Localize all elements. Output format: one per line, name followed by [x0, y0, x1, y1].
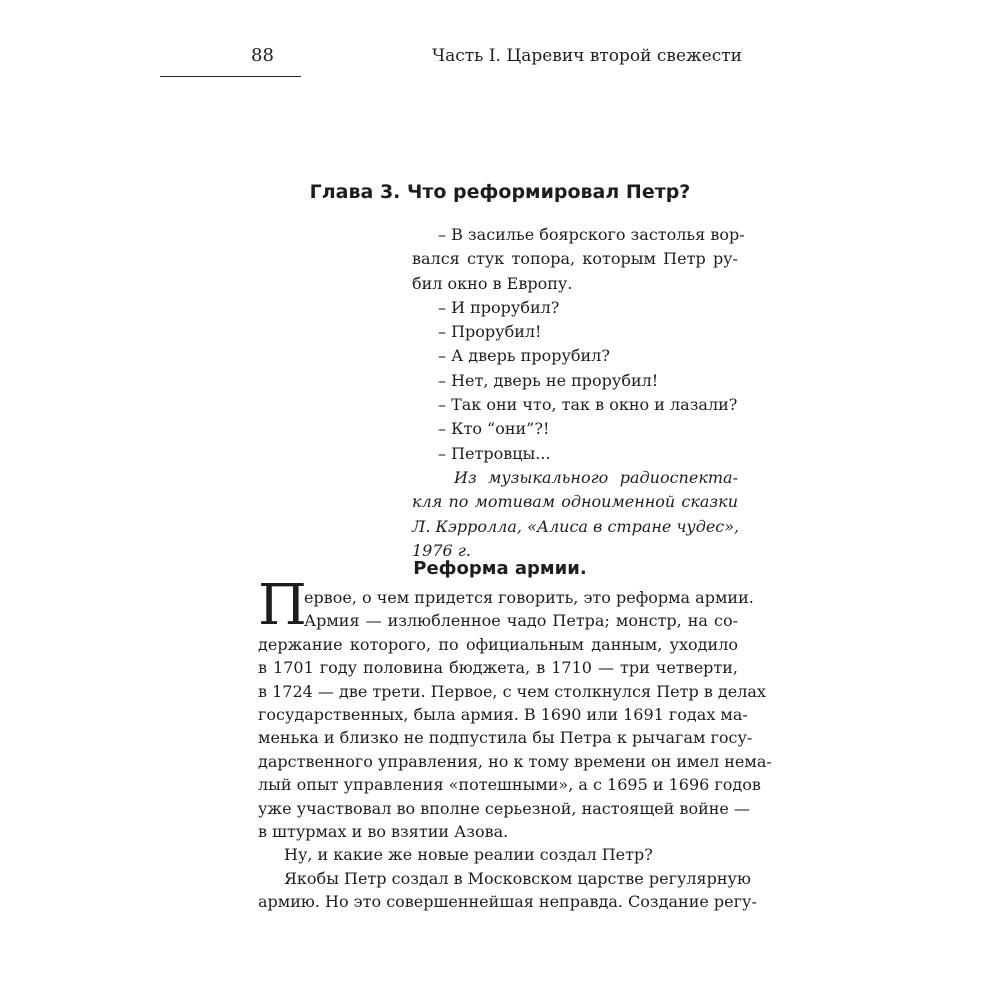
epigraph-line: – И прорубил? — [438, 297, 560, 317]
body-line: держание которого, по официальным данным, уходило — [258, 634, 738, 654]
drop-cap: П — [258, 573, 307, 638]
epigraph-line: – Петровцы... — [438, 443, 551, 463]
epigraph-line: бил окно в Европу. — [412, 273, 573, 293]
body-line: дарственного управления, но к тому времени он имел нема- — [258, 751, 772, 771]
body-line: государственных, была армия. В 1690 или 1691 годах ма- — [258, 705, 748, 725]
body-line: в штурмах и во взятии Азова. — [258, 822, 509, 842]
header-rule — [160, 76, 301, 77]
page-number: 88 — [251, 45, 274, 66]
body-line: Якобы Петр создал в Московском царстве регулярную — [284, 868, 751, 888]
epigraph-source-line: Л. Кэрролла, «Алиса в стране чудес», — [412, 516, 740, 536]
epigraph-line: – Нет, дверь не прорубил! — [438, 370, 659, 390]
epigraph-line: – Кто “они”?! — [438, 419, 550, 439]
epigraph-line: – В засилье боярского застолья вор- — [438, 225, 745, 244]
epigraph-line: – Так они что, так в окно и лазали? — [438, 395, 738, 415]
epigraph-line: вался стук топора, которым Петр ру- — [412, 249, 738, 269]
epigraph-line: – А дверь прорубил? — [438, 346, 610, 366]
section-title: Реформа армии. — [413, 558, 587, 579]
body-line: Армия — излюбленное чадо Петра; монстр, на со- — [304, 611, 738, 631]
body-line: ервое, о чем придется говорить, это реформа армии. — [304, 588, 754, 607]
body-line: уже участвовал во вполне серьезной, настоящей войне — — [258, 798, 750, 818]
body-line: менька и близко не подпустила бы Петра к рычагам госу- — [258, 728, 753, 748]
chapter-title: Глава 3. Что реформировал Петр? — [309, 181, 691, 203]
epigraph-source-line: кля по мотивам одноименной сказки — [412, 492, 738, 512]
epigraph-line: – Прорубил! — [438, 322, 542, 342]
body-line: в 1701 году половина бюджета, в 1710 — три четверти, — [258, 658, 738, 678]
epigraph — [412, 223, 745, 563]
epigraph-source — [412, 466, 738, 563]
body-line: армию. Но это совершеннейшая неправда. Создание регу- — [258, 892, 757, 912]
epigraph-source-line: 1976 г. — [412, 540, 471, 560]
body-line: в 1724 — две трети. Первое, с чем столкнулся Петр в делах — [258, 681, 766, 701]
body-text — [258, 586, 772, 914]
body-line: Ну, и какие же новые реалии создал Петр? — [284, 845, 653, 865]
body-line: лый опыт управления «потешными», а с 1695 и 1696 годов — [258, 775, 761, 795]
epigraph-source-line: Из музыкального радиоспекта- — [454, 467, 738, 487]
running-title: Часть I. Царевич второй свежести — [431, 46, 742, 66]
